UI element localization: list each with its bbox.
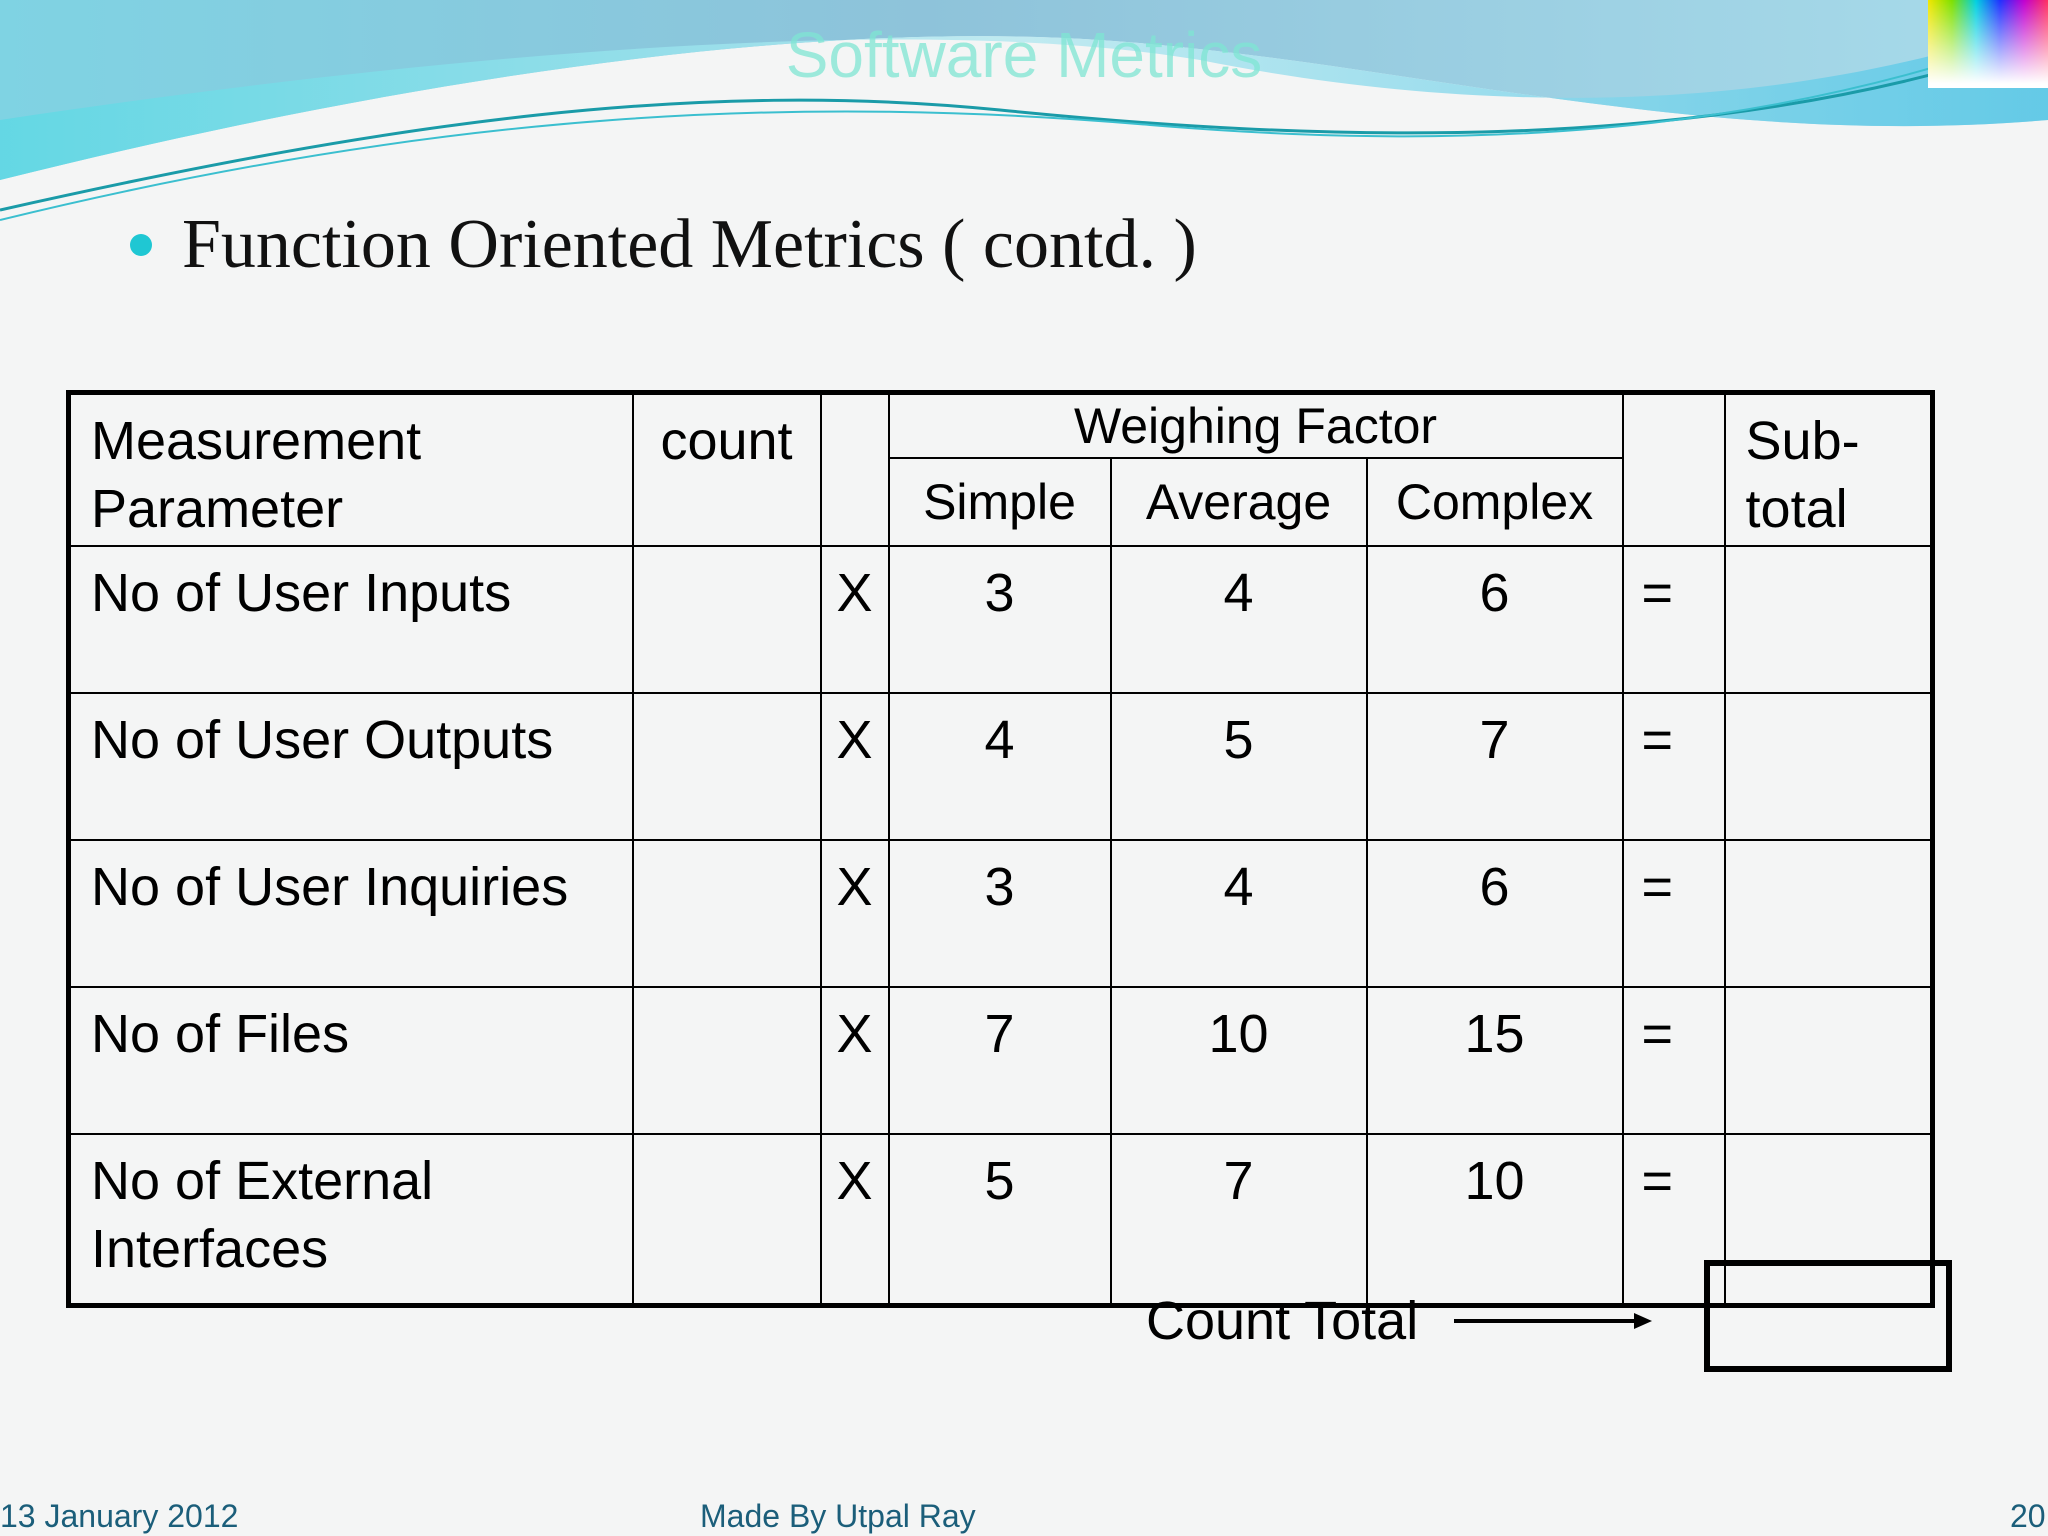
row-parameter: No of User Inputs <box>69 546 633 693</box>
row-count <box>633 693 821 840</box>
row-simple: 5 <box>889 1134 1111 1306</box>
count-total <box>1146 1290 1654 1352</box>
header-average: Average <box>1111 458 1367 546</box>
row-equals: = <box>1623 1134 1725 1306</box>
row-subtotal <box>1725 840 1933 987</box>
row-equals: = <box>1623 546 1725 693</box>
row-count <box>633 987 821 1134</box>
row-complex: 10 <box>1367 1134 1623 1306</box>
table-row <box>69 546 1933 693</box>
slide-title: Software Metrics <box>785 19 1263 91</box>
row-subtotal <box>1725 693 1933 840</box>
row-count <box>633 840 821 987</box>
header-measurement-parameter: Measurement Parameter <box>69 393 633 547</box>
row-multiply: X <box>821 546 889 693</box>
row-multiply: X <box>821 1134 889 1306</box>
row-complex: 7 <box>1367 693 1623 840</box>
row-complex: 15 <box>1367 987 1623 1134</box>
row-average: 7 <box>1111 1134 1367 1306</box>
row-simple: 3 <box>889 546 1111 693</box>
row-parameter: No of External Interfaces <box>69 1134 633 1306</box>
header-count: count <box>633 393 821 547</box>
row-multiply: X <box>821 693 889 840</box>
row-subtotal <box>1725 987 1933 1134</box>
row-parameter: No of User Inquiries <box>69 840 633 987</box>
row-parameter: No of User Outputs <box>69 693 633 840</box>
footer-author: Made By Utpal Ray <box>700 1498 976 1534</box>
header-simple: Simple <box>889 458 1111 546</box>
bullet-point <box>130 205 1197 285</box>
table-row <box>69 1134 1933 1306</box>
count-total-label: Count Total <box>1146 1291 1419 1351</box>
row-subtotal <box>1725 546 1933 693</box>
function-point-table <box>66 390 1935 1308</box>
header-equals-blank <box>1623 393 1725 547</box>
table-row <box>69 693 1933 840</box>
table-row <box>69 840 1933 987</box>
row-simple: 4 <box>889 693 1111 840</box>
row-count <box>633 546 821 693</box>
bullet-text: Function Oriented Metrics ( contd. ) <box>182 206 1197 283</box>
row-average: 4 <box>1111 840 1367 987</box>
header-subtotal: Sub-total <box>1725 393 1933 547</box>
corner-color-swatch <box>1928 0 2048 88</box>
table-row <box>69 987 1933 1134</box>
count-total-box <box>1704 1260 1952 1372</box>
arrow-right-icon <box>1454 1309 1654 1333</box>
header-weighing-factor: Weighing Factor <box>889 393 1623 459</box>
row-equals: = <box>1623 693 1725 840</box>
row-complex: 6 <box>1367 840 1623 987</box>
row-average: 10 <box>1111 987 1367 1134</box>
row-equals: = <box>1623 840 1725 987</box>
row-parameter: No of Files <box>69 987 633 1134</box>
footer-date: 13 January 2012 <box>0 1498 239 1534</box>
row-simple: 3 <box>889 840 1111 987</box>
row-average: 5 <box>1111 693 1367 840</box>
row-multiply: X <box>821 987 889 1134</box>
table-header-row <box>69 393 1933 459</box>
row-simple: 7 <box>889 987 1111 1134</box>
row-multiply: X <box>821 840 889 987</box>
row-count <box>633 1134 821 1306</box>
row-equals: = <box>1623 987 1725 1134</box>
bullet-dot-icon <box>130 234 152 256</box>
header-operator-blank <box>821 393 889 547</box>
row-average: 4 <box>1111 546 1367 693</box>
row-complex: 6 <box>1367 546 1623 693</box>
footer-page-number: 20 <box>2010 1498 2046 1534</box>
header-complex: Complex <box>1367 458 1623 546</box>
